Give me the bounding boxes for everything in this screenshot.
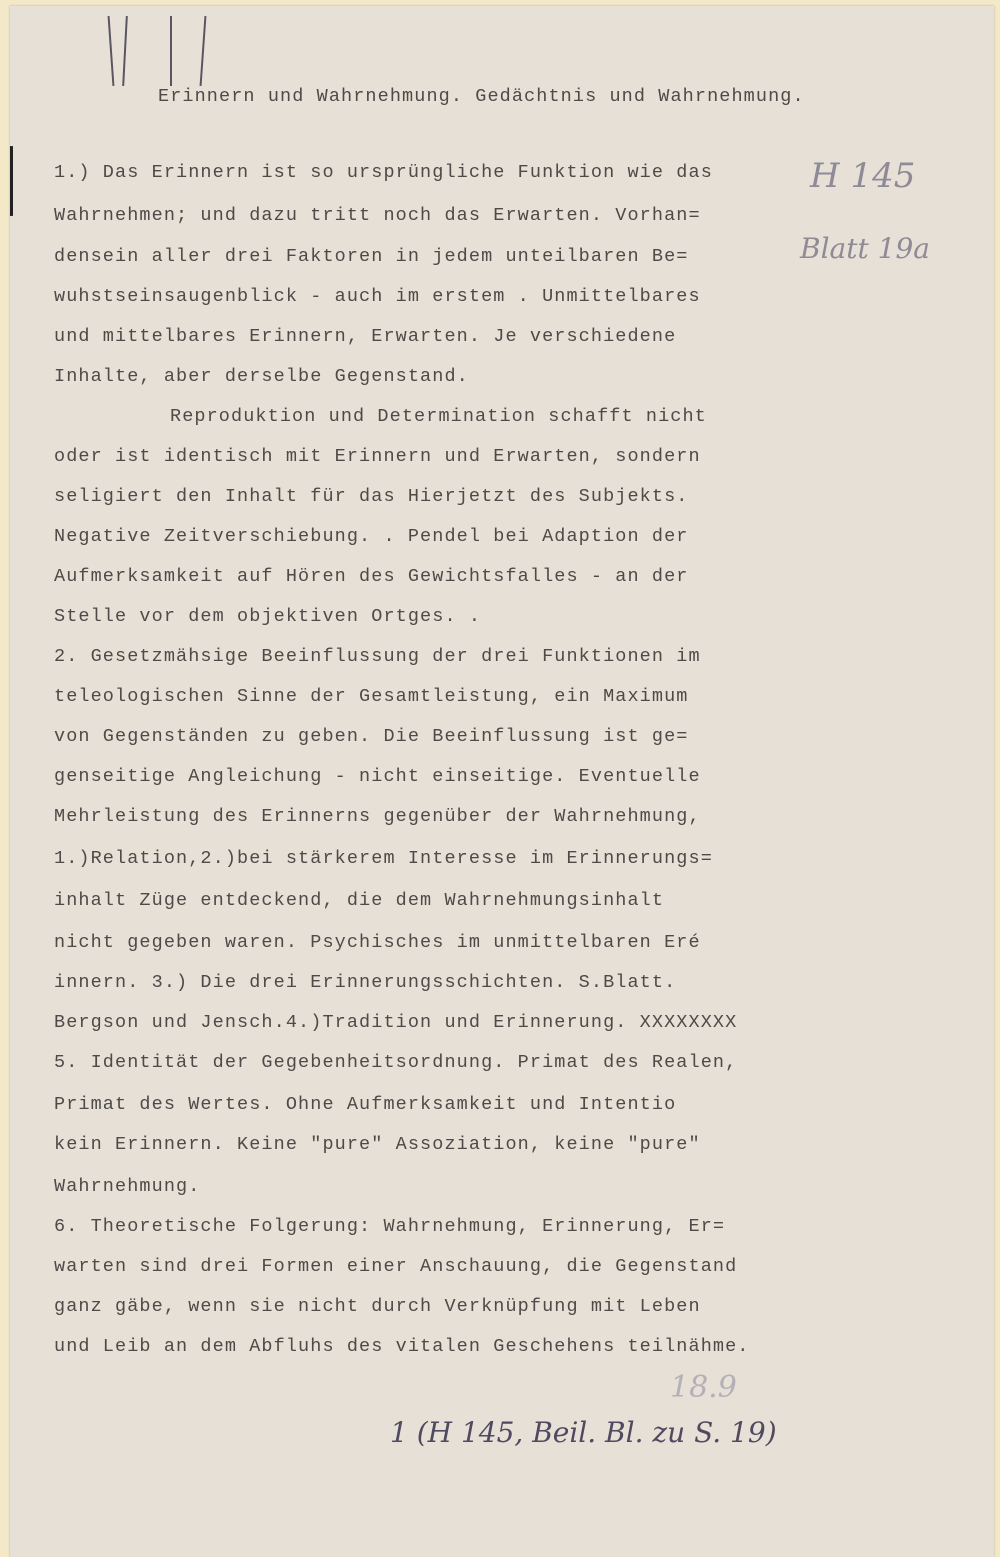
text-line: 1.)Relation,2.)bei stärkerem Interesse im Erinnerungs= [54, 848, 713, 869]
text-line: 1.) Das Erinnern ist so ursprüngliche Funktion wie das [54, 162, 713, 183]
archive-sub-mark: Blatt 19a [800, 232, 930, 265]
text-line: inhalt Züge entdeckend, die dem Wahrnehmungsinhalt [54, 890, 665, 911]
text-line: Primat des Wertes. Ohne Aufmerksamkeit und Intentio [54, 1094, 677, 1115]
text-line: Aufmerksamkeit auf Hören des Gewichtsfalles - an der [54, 566, 689, 587]
page-number: 18.9 [670, 1370, 737, 1405]
text-line: ganz gäbe, wenn sie nicht durch Verknüpfung mit Leben [54, 1296, 701, 1317]
text-line: Inhalte, aber derselbe Gegenstand. [54, 366, 469, 387]
text-line: nicht gegeben waren. Psychisches im unmittelbaren Eré [54, 932, 701, 953]
text-line: genseitige Angleichung - nicht einseitige. Eventuelle [54, 766, 701, 787]
page-clip [10, 146, 36, 216]
text-line: oder ist identisch mit Erinnern und Erwarten, sondern [54, 446, 701, 467]
footer-note: 1 (H 145, Beil. Bl. zu S. 19) [390, 1416, 777, 1449]
text-line: 6. Theoretische Folgerung: Wahrnehmung, Erinnerung, Er= [54, 1216, 726, 1237]
text-line: wuhstseinsaugenblick - auch im erstem . Unmittelbares [54, 286, 701, 307]
text-line: kein Erinnern. Keine "pure" Assoziation, keine "pure" [54, 1134, 701, 1155]
document-title: Erinnern und Wahrnehmung. Gedächtnis und Wahrnehmung. [158, 86, 805, 107]
text-line: Wahrnehmung. [54, 1176, 201, 1197]
text-line: seligiert den Inhalt für das Hierjetzt des Subjekts. [54, 486, 689, 507]
text-line: Reproduktion und Determination schafft nicht [170, 406, 707, 427]
text-line: warten sind drei Formen einer Anschauung, die Gegenstand [54, 1256, 738, 1277]
text-line: von Gegenständen zu geben. Die Beeinflussung ist ge= [54, 726, 689, 747]
text-line: Mehrleistung des Erinnerns gegenüber der Wahrnehmung, [54, 806, 701, 827]
text-line: Stelle vor dem objektiven Ortges. . [54, 606, 482, 627]
archive-mark: H 145 [810, 156, 916, 196]
text-line: teleologischen Sinne der Gesamtleistung, ein Maximum [54, 686, 689, 707]
text-line: Wahrnehmen; und dazu tritt noch das Erwarten. Vorhan= [54, 205, 701, 226]
text-line: und Leib an dem Abfluhs des vitalen Geschehens teilnähme. [54, 1336, 750, 1357]
text-line: innern. 3.) Die drei Erinnerungsschichten. S.Blatt. [54, 972, 677, 993]
text-line: und mittelbares Erinnern, Erwarten. Je verschiedene [54, 326, 677, 347]
text-line: densein aller drei Faktoren in jedem unteilbaren Be= [54, 246, 689, 267]
text-line: 2. Gesetzmähsige Beeinflussung der drei Funktionen im [54, 646, 701, 667]
text-line: 5. Identität der Gegebenheitsordnung. Primat des Realen, [54, 1052, 738, 1073]
text-line: Negative Zeitverschiebung. . Pendel bei Adaption der [54, 526, 689, 547]
text-line: Bergson und Jensch.4.)Tradition und Erinnerung. XXXXXXXX [54, 1012, 738, 1033]
document-page [10, 6, 994, 1557]
